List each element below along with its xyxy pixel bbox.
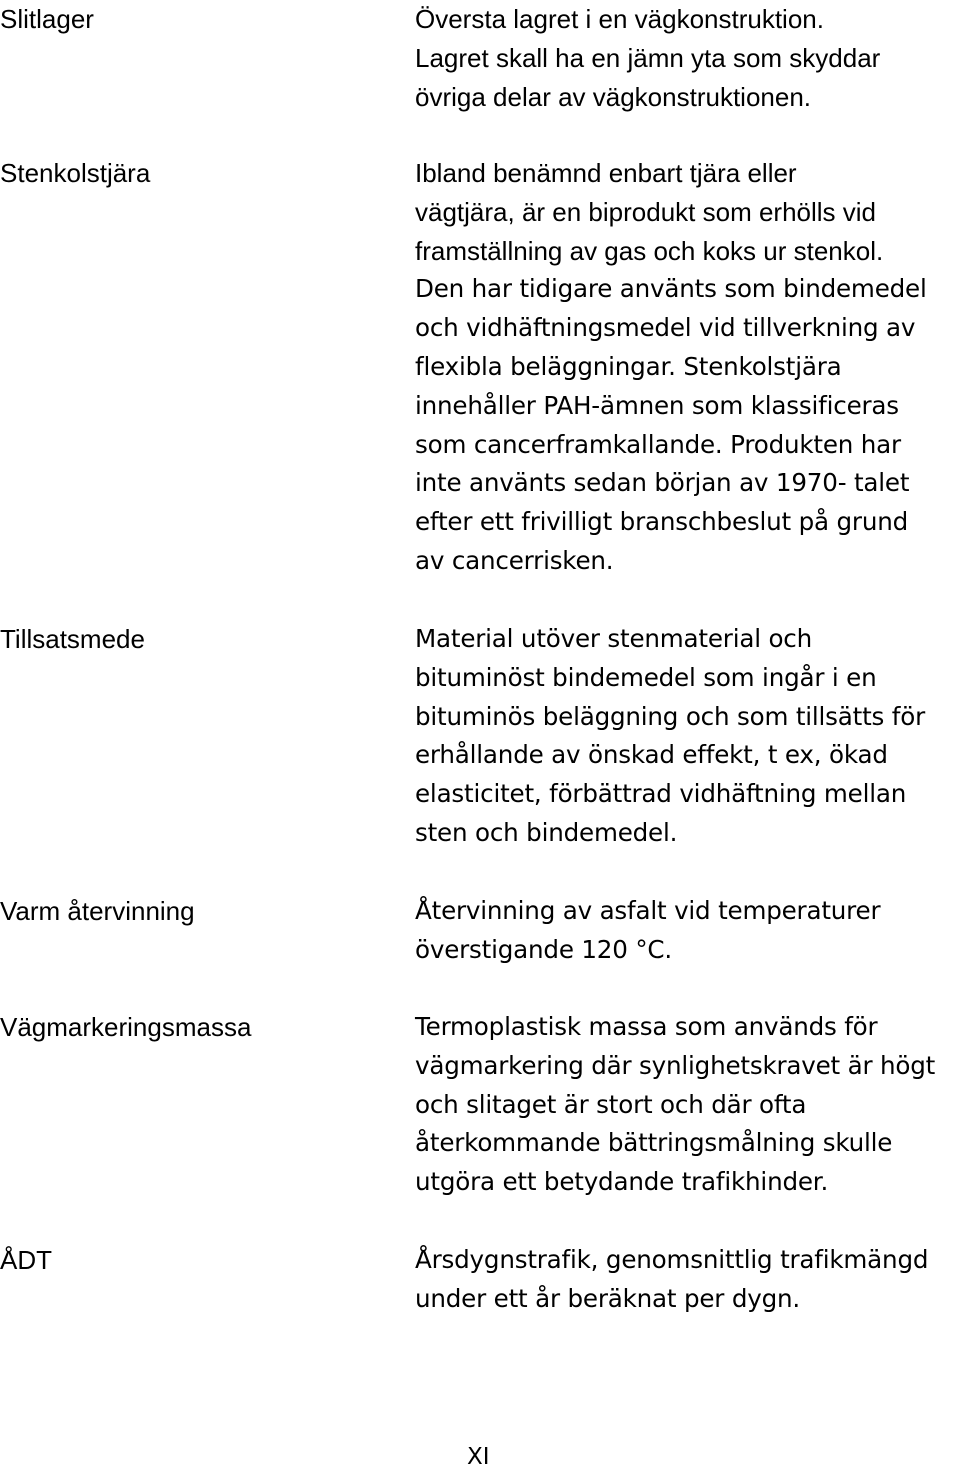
definition-line: erhållande av önskad effekt, t ex, ökad [415,740,888,770]
definition-line: vägmarkering där synlighetskravet är högt [415,1050,936,1080]
definition-line: Lagret skall ha en jämn yta som skyddar [415,42,881,73]
page-number: XI [467,1444,490,1470]
definition-line: under ett år beräknat per dygn. [415,1283,801,1313]
definition-line: bituminöst bindemedel som ingår i en [415,662,877,692]
glossary-term: Tillsatsmede [0,624,145,654]
definition-line: bituminös beläggning och som tillsätts för [415,701,926,731]
glossary-definition [415,1241,960,1319]
definition-line: som cancerframkallande. Produkten har [415,429,901,459]
definition-line: Översta lagret i en vägkonstruktion. [415,4,824,34]
glossary-term: Slitlager [0,4,94,34]
definition-line: och slitaget är stort och där ofta [415,1089,807,1119]
definition-line: Årsdygnstrafik, genomsnittlig trafikmängd [415,1245,929,1274]
definition-line: efter ett frivilligt branschbeslut på grund [415,507,909,537]
glossary-term: ÅDT [0,1245,52,1275]
glossary-definition [415,1008,960,1202]
definition-line: Den har tidigare använts som bindemedel [415,274,927,304]
glossary-term: Stenkolstjära [0,158,151,188]
definition-line: överstigande 120 °C. [415,934,673,964]
definition-line: återkommande bättringsmålning skulle [415,1128,893,1158]
definition-line: utgöra ett betydande trafikhinder. [415,1167,829,1197]
definition-line: Återvinning av asfalt vid temperaturer [415,896,881,925]
definition-line: Ibland benämnd enbart tjära eller [415,158,797,188]
definition-line: sten och bindemedel. [415,817,678,847]
definition-line: av cancerrisken. [415,545,614,575]
definition-line: Material utöver stenmaterial och [415,624,813,653]
definition-line: inte använts sedan början av 1970- talet [415,468,910,498]
glossary-term: Varm återvinning [0,896,195,926]
glossary-definition [415,0,960,116]
definition-line: och vidhäftningsmedel vid tillverkning av [415,313,916,343]
glossary-definition [415,892,960,970]
glossary-definition [415,154,960,581]
definition-line: framställning av gas och koks ur stenkol. [415,235,884,266]
glossary-term: Vägmarkeringsmassa [0,1012,252,1042]
definition-line: innehåller PAH-ämnen som klassificeras [415,390,899,420]
definition-line: vägtjära, är en biprodukt som erhölls vid [415,196,877,227]
glossary-definition [415,620,960,853]
definition-line: flexibla beläggningar. Stenkolstjära [415,351,842,381]
definition-line: Termoplastisk massa som används för [415,1012,878,1041]
definition-line: elasticitet, förbättrad vidhäftning mellan [415,779,907,809]
definition-line: övriga delar av vägkonstruktionen. [415,81,812,112]
